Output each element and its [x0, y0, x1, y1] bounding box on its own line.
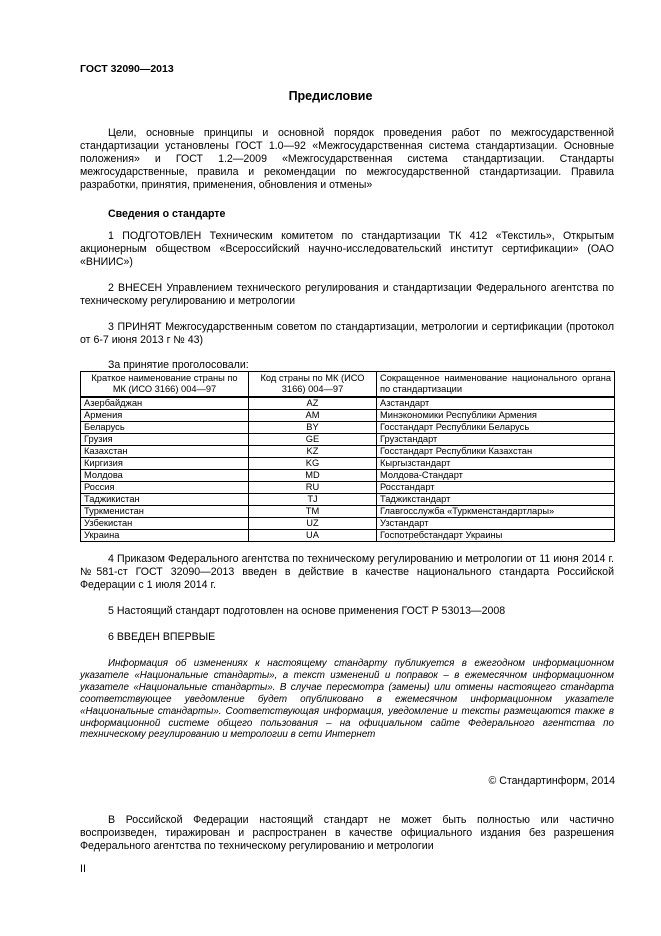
item-6-paragraph: 6 ВВЕДЕН ВПЕРВЫЕ [108, 631, 216, 643]
column-header-standards-body: Сокращенное наименование национального органа по стандартизации [377, 372, 615, 398]
country-cell: Армения [81, 410, 249, 422]
code-cell: RU [249, 482, 377, 494]
country-cell: Россия [81, 482, 249, 494]
standards-body-cell: Главгосслужба «Туркменстандартлары» [377, 506, 615, 518]
table-row [81, 482, 615, 494]
code-cell: UA [249, 530, 377, 542]
table-row [81, 458, 615, 470]
code-cell: TJ [249, 494, 377, 506]
country-cell: Молдова [81, 470, 249, 482]
document-id-header: ГОСТ 32090—2013 [80, 63, 174, 75]
standards-body-cell: Госстандарт Республики Казахстан [377, 446, 615, 458]
code-cell: GE [249, 434, 377, 446]
item-2-paragraph: 2 ВНЕСЕН Управлением технического регулирования и стандартизации Федерального агентства по техническому регулированию и метрологии [80, 282, 614, 307]
code-cell: KG [249, 458, 377, 470]
table-row [81, 494, 615, 506]
code-cell: BY [249, 422, 377, 434]
country-cell: Туркменистан [81, 506, 249, 518]
country-cell: Азербайджан [81, 397, 249, 410]
table-header-row [81, 372, 615, 398]
country-cell: Беларусь [81, 422, 249, 434]
table-row [81, 410, 615, 422]
item-3-paragraph: 3 ПРИНЯТ Межгосударственным советом по стандартизации, метрологии и сертификации (протокол от 6-7 июня 2013 г № 43) [80, 321, 614, 346]
item-4-paragraph: 4 Приказом Федерального агентства по техническому регулированию и метрологии от 11 июня 2014 г. №581-ст ГОСТ 32090—2013 введен в действие в качестве национального стандарта Российской Федерации с 1 июля 2014 г. [80, 553, 614, 591]
code-cell: TM [249, 506, 377, 518]
standards-body-cell: Узстандарт [377, 518, 615, 530]
country-cell: Киргизия [81, 458, 249, 470]
table-row [81, 446, 615, 458]
table-row [81, 506, 615, 518]
standards-body-cell: Азстандарт [377, 397, 615, 410]
country-cell: Грузия [81, 434, 249, 446]
code-cell: AZ [249, 397, 377, 410]
table-row [81, 434, 615, 446]
code-cell: UZ [249, 518, 377, 530]
info-heading: Сведения о стандарте [108, 208, 226, 220]
page-title: Предисловие [288, 89, 373, 103]
standards-body-cell: Минэкономики Республики Армения [377, 410, 615, 422]
standards-body-cell: Госстандарт Республики Беларусь [377, 422, 615, 434]
country-cell: Казахстан [81, 446, 249, 458]
standards-body-cell: Таджикстандарт [377, 494, 615, 506]
item-1-paragraph: 1 ПОДГОТОВЛЕН Техническим комитетом по стандартизации ТК 412 «Текстиль», Открытым акционерным обществом «Всероссийский научно-исследовательский институт сертификации» (ОАО «ВНИИС») [80, 230, 614, 268]
voting-countries-table [80, 371, 615, 542]
code-cell: MD [249, 470, 377, 482]
standards-body-cell: Росстандарт [377, 482, 615, 494]
table-row [81, 518, 615, 530]
column-header-code: Код страны по МК (ИСО 3166) 004—97 [249, 372, 377, 398]
table-row [81, 470, 615, 482]
country-cell: Украина [81, 530, 249, 542]
column-header-country: Краткое наименование страны по МК (ИСО 3166) 004—97 [81, 372, 249, 398]
standards-body-cell: Грузстандарт [377, 434, 615, 446]
table-row [81, 530, 615, 542]
change-notice-paragraph: Информация об изменениях к настоящему стандарту публикуется в ежегодном информационном указателе «Национальные стандарты», а текст изменений и поправок – в ежемесячном информационном указателе «Национальные стандарты». В случае пересмотра (замены) или отмены настоящего стандарта соответствующее уведомление будет опубликовано в ежемесячном информационном указателе «Национальные стандарты». Соответствующая информация, уведомление и тексты размещаются также в информационной системе общего пользования – на официальном сайте Федерального агентства по техническому регулированию и метрологии в сети Интернет [80, 658, 614, 741]
copyright-line: © Стандартинформ, 2014 [488, 775, 615, 787]
table-row [81, 422, 615, 434]
voted-label: За принятие проголосовали: [108, 359, 249, 371]
table-row [81, 397, 615, 410]
intro-paragraph: Цели, основные принципы и основной порядок проведения работ по межгосударственной стандартизации установлены ГОСТ 1.0—92 «Межгосударственная система стандартизации. Основные положения» и ГОСТ 1.2—2009 «Межгосударственная система стандартизации. Стандарты межгосударственные, правила и рекомендации по межгосударственной стандартизации. Правила разработки, принятия, применения, обновления и отмены» [80, 127, 614, 191]
code-cell: KZ [249, 446, 377, 458]
country-cell: Узбекистан [81, 518, 249, 530]
code-cell: AM [249, 410, 377, 422]
standards-body-cell: Госпотребстандарт Украины [377, 530, 615, 542]
reproduction-rights-paragraph: В Российской Федерации настоящий стандарт не может быть полностью или частично воспроизведен, тиражирован и распространен в качестве официального издания без разрешения Федерального агентства по техническому регулированию и метрологии [80, 814, 614, 852]
standards-body-cell: Молдова-Стандарт [377, 470, 615, 482]
country-cell: Таджикистан [81, 494, 249, 506]
item-5-paragraph: 5 Настоящий стандарт подготовлен на основе применения ГОСТ Р 53013—2008 [108, 605, 506, 617]
standards-body-cell: Кыргызстандарт [377, 458, 615, 470]
page-number: II [80, 863, 86, 875]
